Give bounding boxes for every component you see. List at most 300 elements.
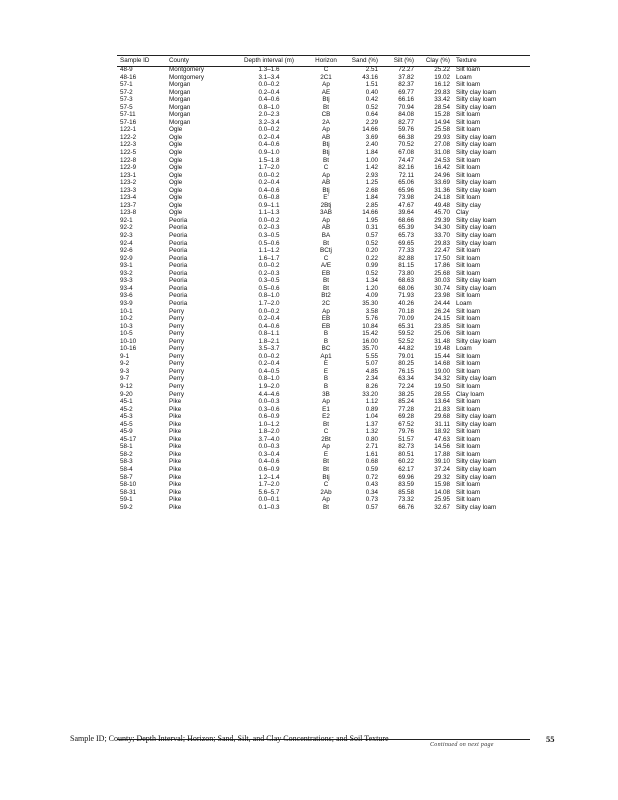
cell-depth: 5.6–5.7 <box>258 488 280 496</box>
table-row <box>117 398 530 406</box>
cell-county: Perry <box>169 337 185 345</box>
cell-depth: 3.7–4.0 <box>258 435 280 443</box>
header-sand: Sand (%) <box>351 57 378 64</box>
cell-sample-id: 9-20 <box>120 390 133 398</box>
cell-county: Morgan <box>169 103 191 111</box>
cell-sample-id: 122-1 <box>120 126 137 134</box>
cell-county: Ogle <box>169 209 183 217</box>
cell-sample-id: 45-1 <box>120 398 133 406</box>
cell-sand: 1.84 <box>365 194 378 202</box>
cell-texture: Silt loam <box>456 118 481 126</box>
cell-county: Peoria <box>169 299 188 307</box>
cell-silt: 65.06 <box>398 179 414 187</box>
cell-sand: 0.40 <box>365 88 378 96</box>
cell-silt: 68.66 <box>398 216 414 224</box>
cell-horizon: Bt <box>323 277 329 285</box>
cell-clay: 26.24 <box>434 307 450 315</box>
cell-sand: 0.52 <box>365 239 378 247</box>
cell-county: Perry <box>169 375 185 383</box>
page-number: 55 <box>546 734 555 744</box>
cell-county: Peoria <box>169 284 188 292</box>
cell-sand: 0.64 <box>365 111 378 119</box>
table-row <box>117 134 530 142</box>
cell-texture: Silty clay loam <box>456 465 497 473</box>
cell-clay: 49.48 <box>434 201 450 209</box>
cell-texture: Silt loam <box>456 435 481 443</box>
cell-county: Pike <box>169 488 182 496</box>
cell-clay: 23.85 <box>434 322 450 330</box>
cell-texture: Silty clay loam <box>456 103 497 111</box>
table-row <box>117 300 530 308</box>
cell-sand: 5.55 <box>365 352 378 360</box>
cell-sample-id: 45-17 <box>120 435 137 443</box>
cell-clay: 37.24 <box>434 465 450 473</box>
cell-silt: 67.08 <box>398 149 414 157</box>
cell-depth: 0.3–0.4 <box>258 450 280 458</box>
cell-depth: 0.3–0.5 <box>258 232 280 240</box>
cell-sand: 2.93 <box>365 171 378 179</box>
cell-silt: 51.57 <box>398 435 414 443</box>
cell-texture: Silt loam <box>456 292 481 300</box>
table-row <box>117 330 530 338</box>
cell-silt: 70.18 <box>398 307 414 315</box>
cell-depth: 0.4–0.5 <box>258 367 280 375</box>
cell-sand: 0.31 <box>365 224 378 232</box>
cell-silt: 82.88 <box>398 254 414 262</box>
cell-county: Pike <box>169 398 182 406</box>
cell-silt: 76.15 <box>398 367 414 375</box>
cell-clay: 47.63 <box>434 435 450 443</box>
cell-texture: Silt loam <box>456 247 481 255</box>
cell-texture: Silt loam <box>456 307 481 315</box>
cell-clay: 23.98 <box>434 292 450 300</box>
cell-sand: 1.42 <box>365 164 378 172</box>
cell-texture: Silty clay loam <box>456 473 497 481</box>
cell-horizon: 2C1 <box>320 73 332 81</box>
cell-sample-id: 59-1 <box>120 496 133 504</box>
cell-horizon: C <box>323 428 329 436</box>
cell-sand: 2.40 <box>365 141 378 149</box>
cell-texture: Silt loam <box>456 496 481 504</box>
cell-depth: 0.2–0.4 <box>258 88 280 96</box>
cell-texture: Silty clay loam <box>456 232 497 240</box>
cell-county: Perry <box>169 322 185 330</box>
cell-silt: 59.52 <box>398 330 414 338</box>
cell-sample-id: 45-9 <box>120 428 133 436</box>
header-clay: Clay (%) <box>425 57 450 64</box>
cell-clay: 33.70 <box>434 232 450 240</box>
cell-texture: Silt loam <box>456 171 481 179</box>
cell-depth: 0.8–1.1 <box>258 330 280 338</box>
cell-clay: 25.06 <box>434 330 450 338</box>
cell-horizon: C <box>323 481 329 489</box>
cell-sample-id: 93-9 <box>120 299 133 307</box>
cell-texture: Loam <box>456 73 472 81</box>
cell-sand: 1.04 <box>365 413 378 421</box>
cell-silt: 72.27 <box>398 66 414 73</box>
header-sample-id: Sample ID <box>120 57 150 64</box>
table-row <box>117 157 530 165</box>
cell-horizon: A/E <box>320 262 332 270</box>
cell-horizon: B <box>323 382 329 390</box>
cell-horizon: AB <box>321 133 331 141</box>
cell-sample-id: 93-1 <box>120 262 133 270</box>
cell-silt: 59.76 <box>398 126 414 134</box>
cell-sand: 0.42 <box>365 96 378 104</box>
cell-horizon: Btj <box>322 186 330 194</box>
cell-horizon: B <box>323 375 329 383</box>
cell-depth: 0.8–1.0 <box>258 292 280 300</box>
cell-county: Peoria <box>169 277 188 285</box>
table-row <box>117 292 530 300</box>
cell-sand: 10.84 <box>362 322 378 330</box>
cell-texture: Clay <box>456 209 469 217</box>
cell-horizon: EB <box>321 322 331 330</box>
cell-county: Perry <box>169 352 185 360</box>
cell-silt: 82.73 <box>398 443 414 451</box>
cell-texture: Silt loam <box>456 405 481 413</box>
cell-depth: 1.8–2.0 <box>258 428 280 436</box>
cell-sand: 0.22 <box>365 254 378 262</box>
cell-horizon: Bt <box>323 458 329 466</box>
table-row <box>117 81 530 89</box>
cell-depth: 1.9–2.0 <box>258 382 280 390</box>
cell-sample-id: 123-4 <box>120 194 137 202</box>
header-county: County <box>169 57 189 64</box>
cell-county: Ogle <box>169 194 183 202</box>
cell-silt: 82.77 <box>398 118 414 126</box>
cell-silt: 70.94 <box>398 103 414 111</box>
cell-clay: 14.94 <box>434 118 450 126</box>
cell-silt: 65.73 <box>398 232 414 240</box>
cell-depth: 0.5–0.6 <box>258 284 280 292</box>
cell-silt: 44.82 <box>398 345 414 353</box>
cell-horizon: Bt2 <box>321 292 331 300</box>
cell-depth: 0.0–0.2 <box>258 262 280 270</box>
cell-horizon: AB <box>321 224 331 232</box>
cell-clay: 16.42 <box>434 164 450 172</box>
cell-depth: 1.0–1.2 <box>258 420 280 428</box>
cell-silt: 74.47 <box>398 156 414 164</box>
cell-silt: 85.24 <box>398 398 414 406</box>
cell-texture: Silt loam <box>456 156 481 164</box>
cell-sand: 0.73 <box>365 496 378 504</box>
cell-sample-id: 58-4 <box>120 465 133 473</box>
cell-depth: 0.2–0.4 <box>258 360 280 368</box>
cell-county: Peoria <box>169 232 188 240</box>
cell-texture: Loam <box>456 299 472 307</box>
table-row <box>117 187 530 195</box>
table-row <box>117 209 530 217</box>
cell-sand: 2.51 <box>365 66 378 73</box>
cell-clay: 17.50 <box>434 254 450 262</box>
cell-sample-id: 123-7 <box>120 201 137 209</box>
cell-sand: 2.85 <box>365 201 378 209</box>
cell-silt: 77.33 <box>398 247 414 255</box>
cell-sand: 1.95 <box>365 216 378 224</box>
cell-depth: 0.4–0.6 <box>258 322 280 330</box>
cell-sand: 1.84 <box>365 149 378 157</box>
cell-horizon: 2Btj <box>320 201 332 209</box>
cell-horizon: 3AB <box>320 209 332 217</box>
cell-horizon: Ap <box>322 126 330 134</box>
cell-clay: 16.12 <box>434 81 450 89</box>
table-row <box>117 368 530 376</box>
cell-depth: 0.1–0.3 <box>258 503 280 511</box>
table-row <box>117 217 530 225</box>
cell-depth: 0.4–0.6 <box>258 186 280 194</box>
table-row <box>117 270 530 278</box>
table-row <box>117 443 530 451</box>
cell-silt: 82.16 <box>398 164 414 172</box>
cell-sample-id: 10-10 <box>120 337 137 345</box>
cell-depth: 1.5–1.8 <box>258 156 280 164</box>
cell-horizon: Ap1 <box>320 352 332 360</box>
cell-sand: 3.69 <box>365 133 378 141</box>
cell-horizon: Bt <box>323 156 329 164</box>
table-row <box>117 111 530 119</box>
cell-county: Perry <box>169 382 185 390</box>
cell-texture: Silt loam <box>456 488 481 496</box>
cell-sand: 0.57 <box>365 503 378 511</box>
cell-county: Perry <box>169 360 185 368</box>
cell-clay: 31.36 <box>434 186 450 194</box>
cell-clay: 24.15 <box>434 315 450 323</box>
cell-clay: 29.32 <box>434 473 450 481</box>
cell-clay: 34.30 <box>434 224 450 232</box>
cell-texture: Silty clay loam <box>456 179 497 187</box>
table-row <box>117 194 530 202</box>
cell-sample-id: 10-16 <box>120 345 137 353</box>
cell-clay: 27.08 <box>434 141 450 149</box>
cell-texture: Silt loam <box>456 367 481 375</box>
cell-county: Ogle <box>169 164 183 172</box>
cell-horizon: Btj <box>322 96 330 104</box>
cell-sample-id: 57-5 <box>120 103 133 111</box>
cell-clay: 29.93 <box>434 133 450 141</box>
cell-sand: 0.52 <box>365 269 378 277</box>
cell-depth: 0.0–0.2 <box>258 171 280 179</box>
table-row <box>117 240 530 248</box>
cell-sand: 2.34 <box>365 375 378 383</box>
cell-clay: 24.18 <box>434 194 450 202</box>
cell-sand: 33.20 <box>362 390 378 398</box>
cell-depth: 3.5–3.7 <box>258 345 280 353</box>
cell-texture: Silty clay loam <box>456 503 497 511</box>
cell-sand: 0.34 <box>365 488 378 496</box>
cell-texture: Silty clay <box>456 201 481 209</box>
table-row <box>117 255 530 263</box>
cell-sand: 0.80 <box>365 435 378 443</box>
cell-horizon: Bt <box>323 284 329 292</box>
cell-clay: 19.50 <box>434 382 450 390</box>
cell-silt: 71.93 <box>398 292 414 300</box>
cell-clay: 25.58 <box>434 126 450 134</box>
cell-depth: 1.7–2.0 <box>258 299 280 307</box>
cell-horizon: AB <box>321 179 331 187</box>
header-silt: Silt (%) <box>393 57 414 64</box>
cell-horizon: CB <box>321 111 331 119</box>
cell-clay: 17.86 <box>434 262 450 270</box>
cell-clay: 34.32 <box>434 375 450 383</box>
cell-horizon: Bt <box>323 103 329 111</box>
cell-horizon: 3B <box>322 390 330 398</box>
cell-sample-id: 10-3 <box>120 322 133 330</box>
cell-clay: 15.98 <box>434 481 450 489</box>
cell-horizon: B <box>323 337 329 345</box>
cell-depth: 0.2–0.3 <box>258 269 280 277</box>
cell-sand: 14.66 <box>362 209 378 217</box>
cell-texture: Silt loam <box>456 66 481 73</box>
cell-texture: Silty clay loam <box>456 420 497 428</box>
cell-silt: 79.76 <box>398 428 414 436</box>
cell-county: Ogle <box>169 126 183 134</box>
cell-texture: Silty clay loam <box>456 96 497 104</box>
cell-clay: 33.42 <box>434 96 450 104</box>
cell-sand: 0.72 <box>365 473 378 481</box>
table-row <box>117 345 530 353</box>
cell-depth: 0.2–0.4 <box>258 133 280 141</box>
cell-sand: 0.89 <box>365 405 378 413</box>
cell-horizon: Ap <box>322 216 330 224</box>
cell-sample-id: 122-5 <box>120 149 137 157</box>
cell-depth: 1.1–1.3 <box>258 209 280 217</box>
cell-silt: 69.77 <box>398 88 414 96</box>
cell-sand: 14.66 <box>362 126 378 134</box>
cell-county: Pike <box>169 473 182 481</box>
cell-texture: Silt loam <box>456 450 481 458</box>
cell-clay: 14.68 <box>434 360 450 368</box>
cell-county: Ogle <box>169 141 183 149</box>
cell-sample-id: 57-3 <box>120 96 133 104</box>
cell-sample-id: 123-3 <box>120 186 137 194</box>
cell-sample-id: 123-8 <box>120 209 137 217</box>
cell-sand: 15.42 <box>362 330 378 338</box>
cell-silt: 85.58 <box>398 488 414 496</box>
cell-sample-id: 92-6 <box>120 247 133 255</box>
cell-horizon: 2Bt <box>321 435 331 443</box>
table-header-row <box>117 56 530 66</box>
cell-horizon: 2C <box>321 299 331 307</box>
cell-silt: 52.52 <box>398 337 414 345</box>
cell-county: Pike <box>169 420 182 428</box>
table-row <box>117 89 530 97</box>
table-row <box>117 323 530 331</box>
cell-horizon: Bt <box>323 465 329 473</box>
cell-sample-id: 122-8 <box>120 156 137 164</box>
cell-depth: 0.6–0.9 <box>258 413 280 421</box>
cell-depth: 0.9–1.0 <box>258 149 280 157</box>
cell-sand: 1.32 <box>365 428 378 436</box>
cell-sand: 8.26 <box>365 382 378 390</box>
cell-depth: 0.3–0.5 <box>258 277 280 285</box>
table-row <box>117 285 530 293</box>
cell-county: Perry <box>169 315 185 323</box>
cell-depth: 0.2–0.3 <box>258 224 280 232</box>
cell-clay: 13.64 <box>434 398 450 406</box>
cell-depth: 1.3–1.6 <box>258 66 280 73</box>
cell-horizon: Btj <box>322 141 330 149</box>
cell-county: Perry <box>169 307 185 315</box>
cell-clay: 22.47 <box>434 247 450 255</box>
cell-sample-id: 92-3 <box>120 232 133 240</box>
table-row <box>117 353 530 361</box>
cell-sand: 1.61 <box>365 450 378 458</box>
cell-depth: 0.5–0.6 <box>258 239 280 247</box>
cell-depth: 2.0–2.3 <box>258 111 280 119</box>
cell-texture: Silt loam <box>456 322 481 330</box>
cell-clay: 24.96 <box>434 171 450 179</box>
cell-county: Ogle <box>169 133 183 141</box>
cell-sand: 1.20 <box>365 284 378 292</box>
cell-depth: 0.0–0.3 <box>258 398 280 406</box>
cell-sample-id: 45-3 <box>120 413 133 421</box>
cell-county: Ogle <box>169 201 183 209</box>
cell-sample-id: 93-3 <box>120 277 133 285</box>
cell-sample-id: 122-2 <box>120 133 137 141</box>
cell-clay: 25.68 <box>434 269 450 277</box>
cell-county: Pike <box>169 443 182 451</box>
cell-sand: 2.29 <box>365 118 378 126</box>
header-depth: Depth interval (m) <box>243 57 295 64</box>
cell-depth: 1.7–2.0 <box>258 481 280 489</box>
cell-depth: 1.7–2.0 <box>258 164 280 172</box>
cell-depth: 0.2–0.4 <box>258 315 280 323</box>
cell-silt: 62.17 <box>398 465 414 473</box>
cell-sand: 0.99 <box>365 262 378 270</box>
cell-sample-id: 9-1 <box>120 352 130 360</box>
table-row <box>117 451 530 459</box>
cell-horizon: Bt <box>323 420 329 428</box>
cell-silt: 65.39 <box>398 224 414 232</box>
cell-horizon: Bt <box>323 503 329 511</box>
cell-clay: 24.44 <box>434 299 450 307</box>
table-row <box>117 164 530 172</box>
cell-sand: 0.20 <box>365 247 378 255</box>
cell-sand: 0.52 <box>365 103 378 111</box>
cell-silt: 73.80 <box>398 269 414 277</box>
cell-silt: 70.52 <box>398 141 414 149</box>
cell-depth: 0.0–0.2 <box>258 126 280 134</box>
cell-clay: 24.53 <box>434 156 450 164</box>
cell-sample-id: 10-1 <box>120 307 133 315</box>
table-row <box>117 436 530 444</box>
cell-horizon: C <box>323 66 329 73</box>
table-row <box>117 262 530 270</box>
table-row <box>117 504 530 512</box>
cell-horizon: Ap <box>322 443 330 451</box>
cell-sand: 5.07 <box>365 360 378 368</box>
cell-texture: Silty clay loam <box>456 88 497 96</box>
cell-horizon: AE <box>321 88 331 96</box>
cell-texture: Clay loam <box>456 390 484 398</box>
table-row <box>117 308 530 316</box>
cell-sample-id: 92-2 <box>120 224 133 232</box>
continued-note: Continued on next page <box>430 742 494 748</box>
cell-silt: 82.37 <box>398 81 414 89</box>
cell-county: Ogle <box>169 171 183 179</box>
cell-silt: 38.25 <box>398 390 414 398</box>
cell-sample-id: 48-9 <box>120 66 133 73</box>
cell-horizon: Ap <box>322 398 330 406</box>
cell-texture: Loam <box>456 345 472 353</box>
cell-texture: Silt loam <box>456 254 481 262</box>
table-row <box>117 466 530 474</box>
cell-texture: Silty clay loam <box>456 149 497 157</box>
cell-county: Pike <box>169 496 182 504</box>
cell-sample-id: 93-4 <box>120 284 133 292</box>
cell-clay: 17.88 <box>434 450 450 458</box>
